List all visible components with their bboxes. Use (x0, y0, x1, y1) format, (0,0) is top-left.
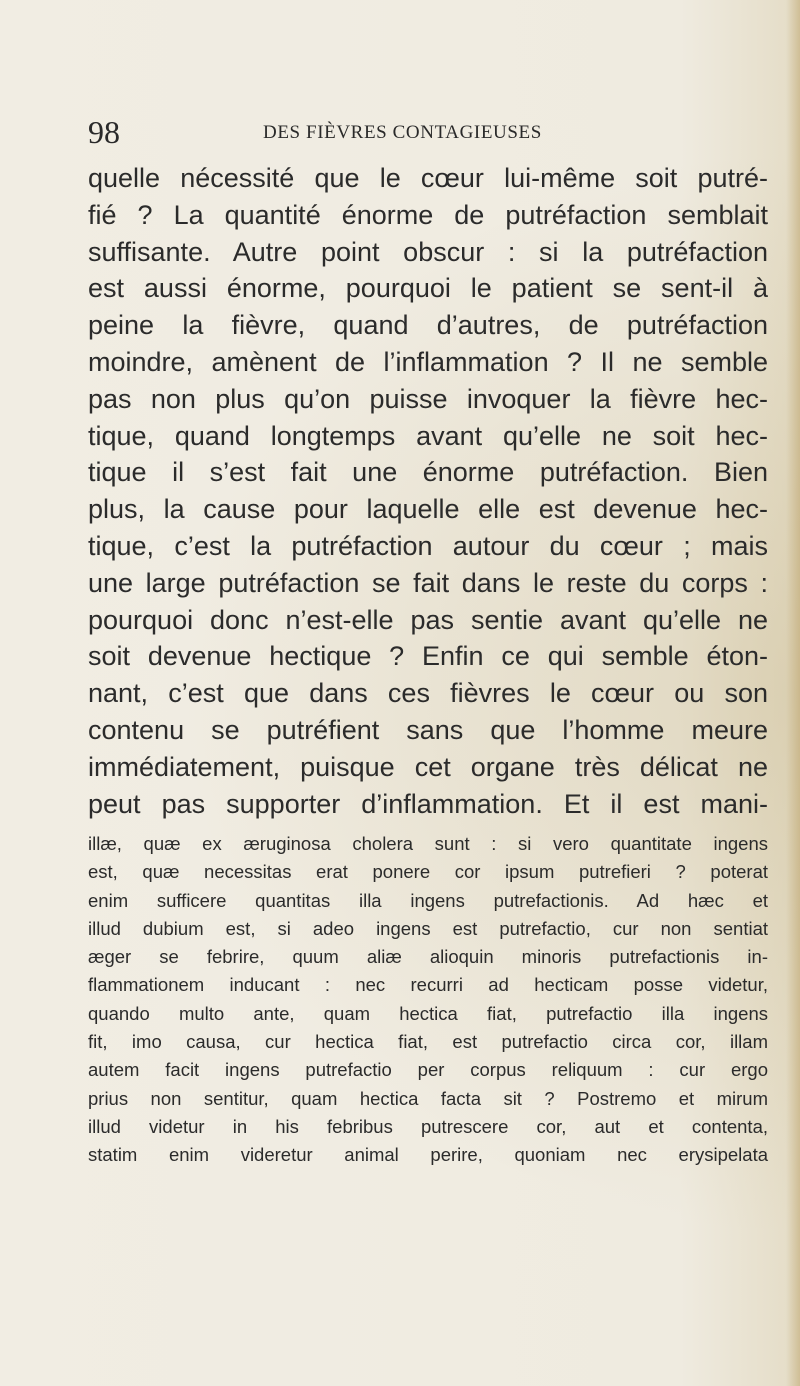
french-line: quelle nécessité que le cœur lui-même soit putré- (88, 163, 768, 193)
latin-line: prius non sentitur, quam hectica facta sit ? Postremo et mirum (88, 1087, 768, 1109)
french-line: tique il s’est fait une énorme putréfaction. Bien (88, 457, 768, 488)
french-line: peine la fièvre, quand d’autres, de putréfaction (88, 310, 768, 341)
latin-line: flammationem inducant : nec recurri ad hecticam posse videtur, (88, 974, 768, 996)
latin-line: illud dubium est, si adeo ingens est putrefactio, cur non sentiat (88, 917, 768, 939)
french-line: tique, c’est la putréfaction autour du cœur ; mais (88, 530, 768, 561)
french-line: soit devenue hectique ? Enfin ce qui semble éton- (88, 641, 768, 672)
french-line: plus, la cause pour laquelle elle est devenue hec- (88, 494, 768, 525)
page-edge-stain (786, 0, 800, 1386)
latin-line: æger se febrire, quum aliæ alioquin minoris putrefactionis in- (88, 946, 768, 968)
french-line: suffisante. Autre point obscur : si la putréfaction (88, 236, 768, 267)
french-line: pas non plus qu’on puisse invoquer la fièvre hec- (88, 383, 768, 414)
latin-line: enim sufficere quantitas illa ingens putrefactionis. Ad hæc et (88, 889, 768, 911)
page-number: 98 (88, 114, 120, 150)
french-line: une large putréfaction se fait dans le reste du corps : (88, 567, 768, 598)
french-line: immédiatement, puisque cet organe très délicat ne (88, 751, 768, 782)
latin-line: illud videtur in his febribus putrescere cor, aut et contenta, (88, 1115, 768, 1137)
french-line: moindre, amènent de l’inflammation ? Il ne semble (88, 346, 768, 377)
latin-line: autem facit ingens putrefactio per corpus reliquum : cur ergo (88, 1059, 768, 1081)
latin-line: statim enim videretur animal perire, quoniam nec erysipelata (88, 1144, 768, 1166)
french-line: fié ? La quantité énorme de putréfaction semblait (88, 199, 768, 230)
latin-line: illæ, quæ ex æruginosa cholera sunt : si vero quantitate ingens (88, 833, 768, 854)
french-line: est aussi énorme, pourquoi le patient se sent-il à (88, 273, 768, 304)
latin-original-text (88, 830, 768, 1170)
latin-line: est, quæ necessitas erat ponere cor ipsum putrefieri ? poterat (88, 861, 768, 883)
french-line: nant, c’est que dans ces fièvres le cœur ou son (88, 678, 768, 709)
page-header (88, 114, 708, 154)
french-line: tique, quand longtemps avant qu’elle ne soit hec- (88, 420, 768, 451)
french-translation (88, 160, 768, 822)
french-line: contenu se putréfient sans que l’homme meure (88, 714, 768, 745)
latin-line: fit, imo causa, cur hectica fiat, est putrefactio circa cor, illam (88, 1031, 768, 1053)
running-head: DES FIÈVRES CONTAGIEUSES (263, 122, 542, 143)
french-line: peut pas supporter d’inflammation. Et il est mani- (88, 788, 768, 819)
french-line: pourquoi donc n’est-elle pas sentie avant qu’elle ne (88, 604, 768, 635)
latin-line: quando multo ante, quam hectica fiat, putrefactio illa ingens (88, 1002, 768, 1024)
